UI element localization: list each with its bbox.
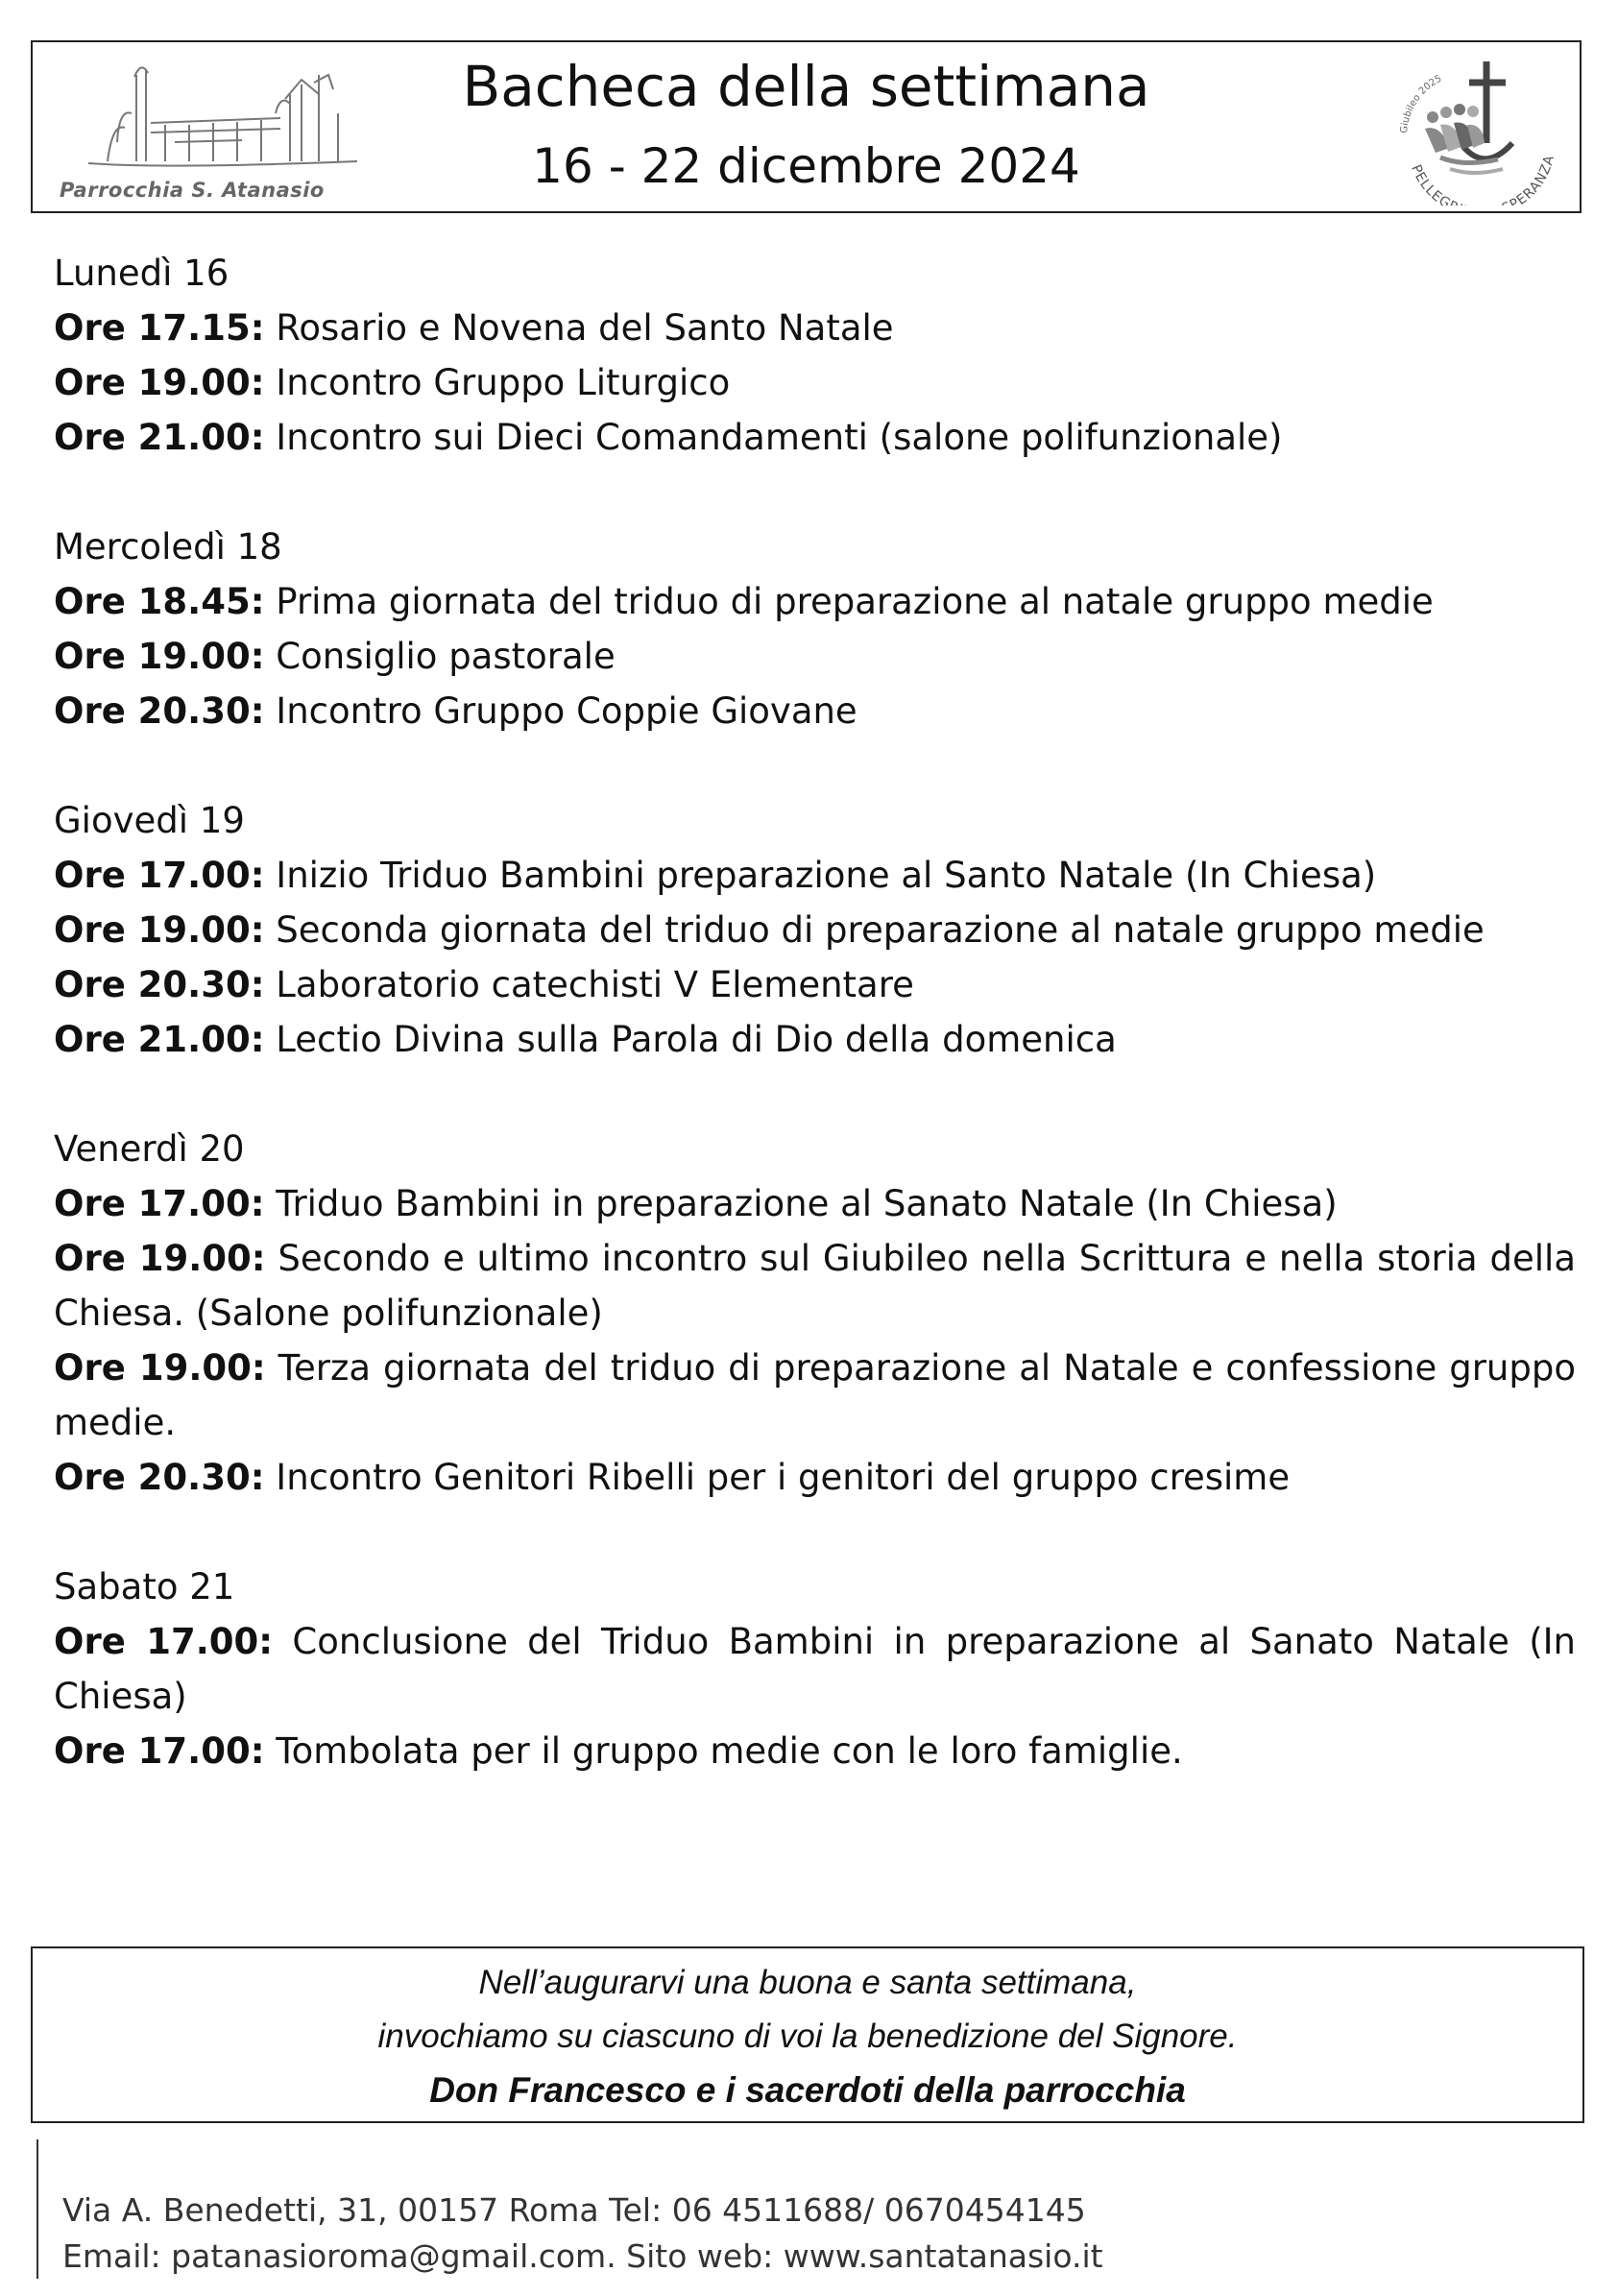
event-time: Ore 17.15: bbox=[54, 307, 265, 349]
event-time: Ore 17.00: bbox=[54, 855, 265, 896]
day-heading: Mercoledì 18 bbox=[54, 526, 282, 568]
jubilee-logo bbox=[1383, 52, 1560, 205]
event-line bbox=[54, 629, 1576, 684]
event-line bbox=[54, 957, 1576, 1012]
event-description: Incontro Gruppo Liturgico bbox=[264, 362, 731, 403]
event-time: Ore 19.00: bbox=[54, 1347, 266, 1389]
event-line bbox=[54, 574, 1576, 629]
event-time: Ore 19.00: bbox=[54, 1238, 266, 1279]
event-description: Lectio Divina sulla Parola di Dio della domenica bbox=[264, 1019, 1117, 1060]
event-time: Ore 19.00: bbox=[54, 636, 265, 677]
event-description: Incontro Genitori Ribelli per i genitori del gruppo cresime bbox=[264, 1457, 1291, 1498]
event-description: Rosario e Novena del Santo Natale bbox=[264, 307, 894, 349]
event-time: Ore 19.00: bbox=[54, 909, 265, 951]
event-line bbox=[54, 903, 1576, 957]
weekly-schedule bbox=[54, 246, 1576, 1833]
footer-contact: Email: patanasioroma@gmail.com. Sito web: www.santatanasio.it bbox=[62, 2237, 1103, 2275]
day-block bbox=[54, 246, 1576, 465]
event-line bbox=[54, 355, 1576, 410]
event-time: Ore 17.00: bbox=[54, 1183, 265, 1224]
event-description: Consiglio pastorale bbox=[264, 636, 616, 677]
day-block bbox=[54, 520, 1576, 738]
footer bbox=[36, 2139, 1103, 2279]
day-heading: Giovedì 19 bbox=[54, 800, 245, 841]
event-line bbox=[54, 1450, 1576, 1505]
event-description: Inizio Triduo Bambini preparazione al Santo Natale (In Chiesa) bbox=[264, 855, 1377, 896]
event-description: Seconda giornata del triduo di preparazione al natale gruppo medie bbox=[264, 909, 1485, 951]
header-box bbox=[31, 40, 1582, 213]
event-time: Ore 20.30: bbox=[54, 1457, 265, 1498]
event-description: Incontro Gruppo Coppie Giovane bbox=[264, 690, 857, 732]
jubilee-emblem-icon bbox=[1383, 52, 1560, 205]
event-line bbox=[54, 1012, 1576, 1067]
closing-signature: Don Francesco e i sacerdoti della parrocchia bbox=[429, 2070, 1186, 2110]
event-line bbox=[54, 848, 1576, 903]
event-time: Ore 21.00: bbox=[54, 417, 265, 458]
event-description: Conclusione del Triduo Bambini in preparazione al Sanato Natale (In Chiesa) bbox=[54, 1621, 1576, 1717]
event-time: Ore 19.00: bbox=[54, 362, 265, 403]
event-time: Ore 17.00: bbox=[54, 1730, 265, 1772]
event-line bbox=[54, 1341, 1576, 1450]
event-line bbox=[54, 1614, 1576, 1724]
event-line bbox=[54, 301, 1576, 355]
event-description: Prima giornata del triduo di preparazione al natale gruppo medie bbox=[264, 581, 1434, 622]
event-description: Secondo e ultimo incontro sul Giubileo nella Scrittura e nella storia della Chiesa. (Salone polifunzionale) bbox=[54, 1238, 1576, 1334]
event-line bbox=[54, 684, 1576, 738]
event-time: Ore 21.00: bbox=[54, 1019, 265, 1060]
event-time: Ore 20.30: bbox=[54, 964, 265, 1005]
event-line bbox=[54, 1176, 1576, 1231]
event-time: Ore 18.45: bbox=[54, 581, 265, 622]
event-description: Tombolata per il gruppo medie con le loro famiglie. bbox=[264, 1730, 1183, 1772]
closing-message-box bbox=[31, 1946, 1584, 2123]
event-time: Ore 20.30: bbox=[54, 690, 265, 732]
day-heading: Sabato 21 bbox=[54, 1566, 235, 1607]
event-description: Triduo Bambini in preparazione al Sanato Natale (In Chiesa) bbox=[264, 1183, 1338, 1224]
footer-address: Via A. Benedetti, 31, 00157 Roma Tel: 06 4511688/ 0670454145 bbox=[62, 2191, 1086, 2229]
event-description: Terza giornata del triduo di preparazione al Natale e confessione gruppo medie. bbox=[54, 1347, 1576, 1443]
page-title: Bacheca della settimana bbox=[462, 54, 1150, 119]
day-block bbox=[54, 1122, 1576, 1505]
event-description: Incontro sui Dieci Comandamenti (salone polifunzionale) bbox=[264, 417, 1283, 458]
day-block bbox=[54, 1559, 1576, 1778]
jubilee-logo-caption: PELLEG PERANZA bbox=[1408, 153, 1558, 205]
svg-text:Giubileo 2025 bbox=[1399, 73, 1443, 133]
event-line bbox=[54, 410, 1576, 465]
day-heading: Lunedì 16 bbox=[54, 253, 229, 294]
day-block bbox=[54, 793, 1576, 1067]
date-range: 16 - 22 dicembre 2024 bbox=[532, 138, 1080, 194]
event-time: Ore 17.00: bbox=[54, 1621, 274, 1662]
parish-logo-caption: Parrocchia S. Atanasio bbox=[60, 179, 325, 202]
event-line bbox=[54, 1724, 1576, 1778]
closing-line-1: Nell’augurarvi una buona e santa settimana, bbox=[478, 1964, 1137, 2001]
day-heading: Venerdì 20 bbox=[54, 1128, 245, 1170]
jubilee-arc-text: Giubileo 2025 bbox=[1398, 73, 1444, 134]
event-description: Laboratorio catechisti V Elementare bbox=[264, 964, 914, 1005]
event-line bbox=[54, 1231, 1576, 1341]
closing-line-2: invochiamo su ciascuno di voi la benedizione del Signore. bbox=[377, 2018, 1238, 2055]
